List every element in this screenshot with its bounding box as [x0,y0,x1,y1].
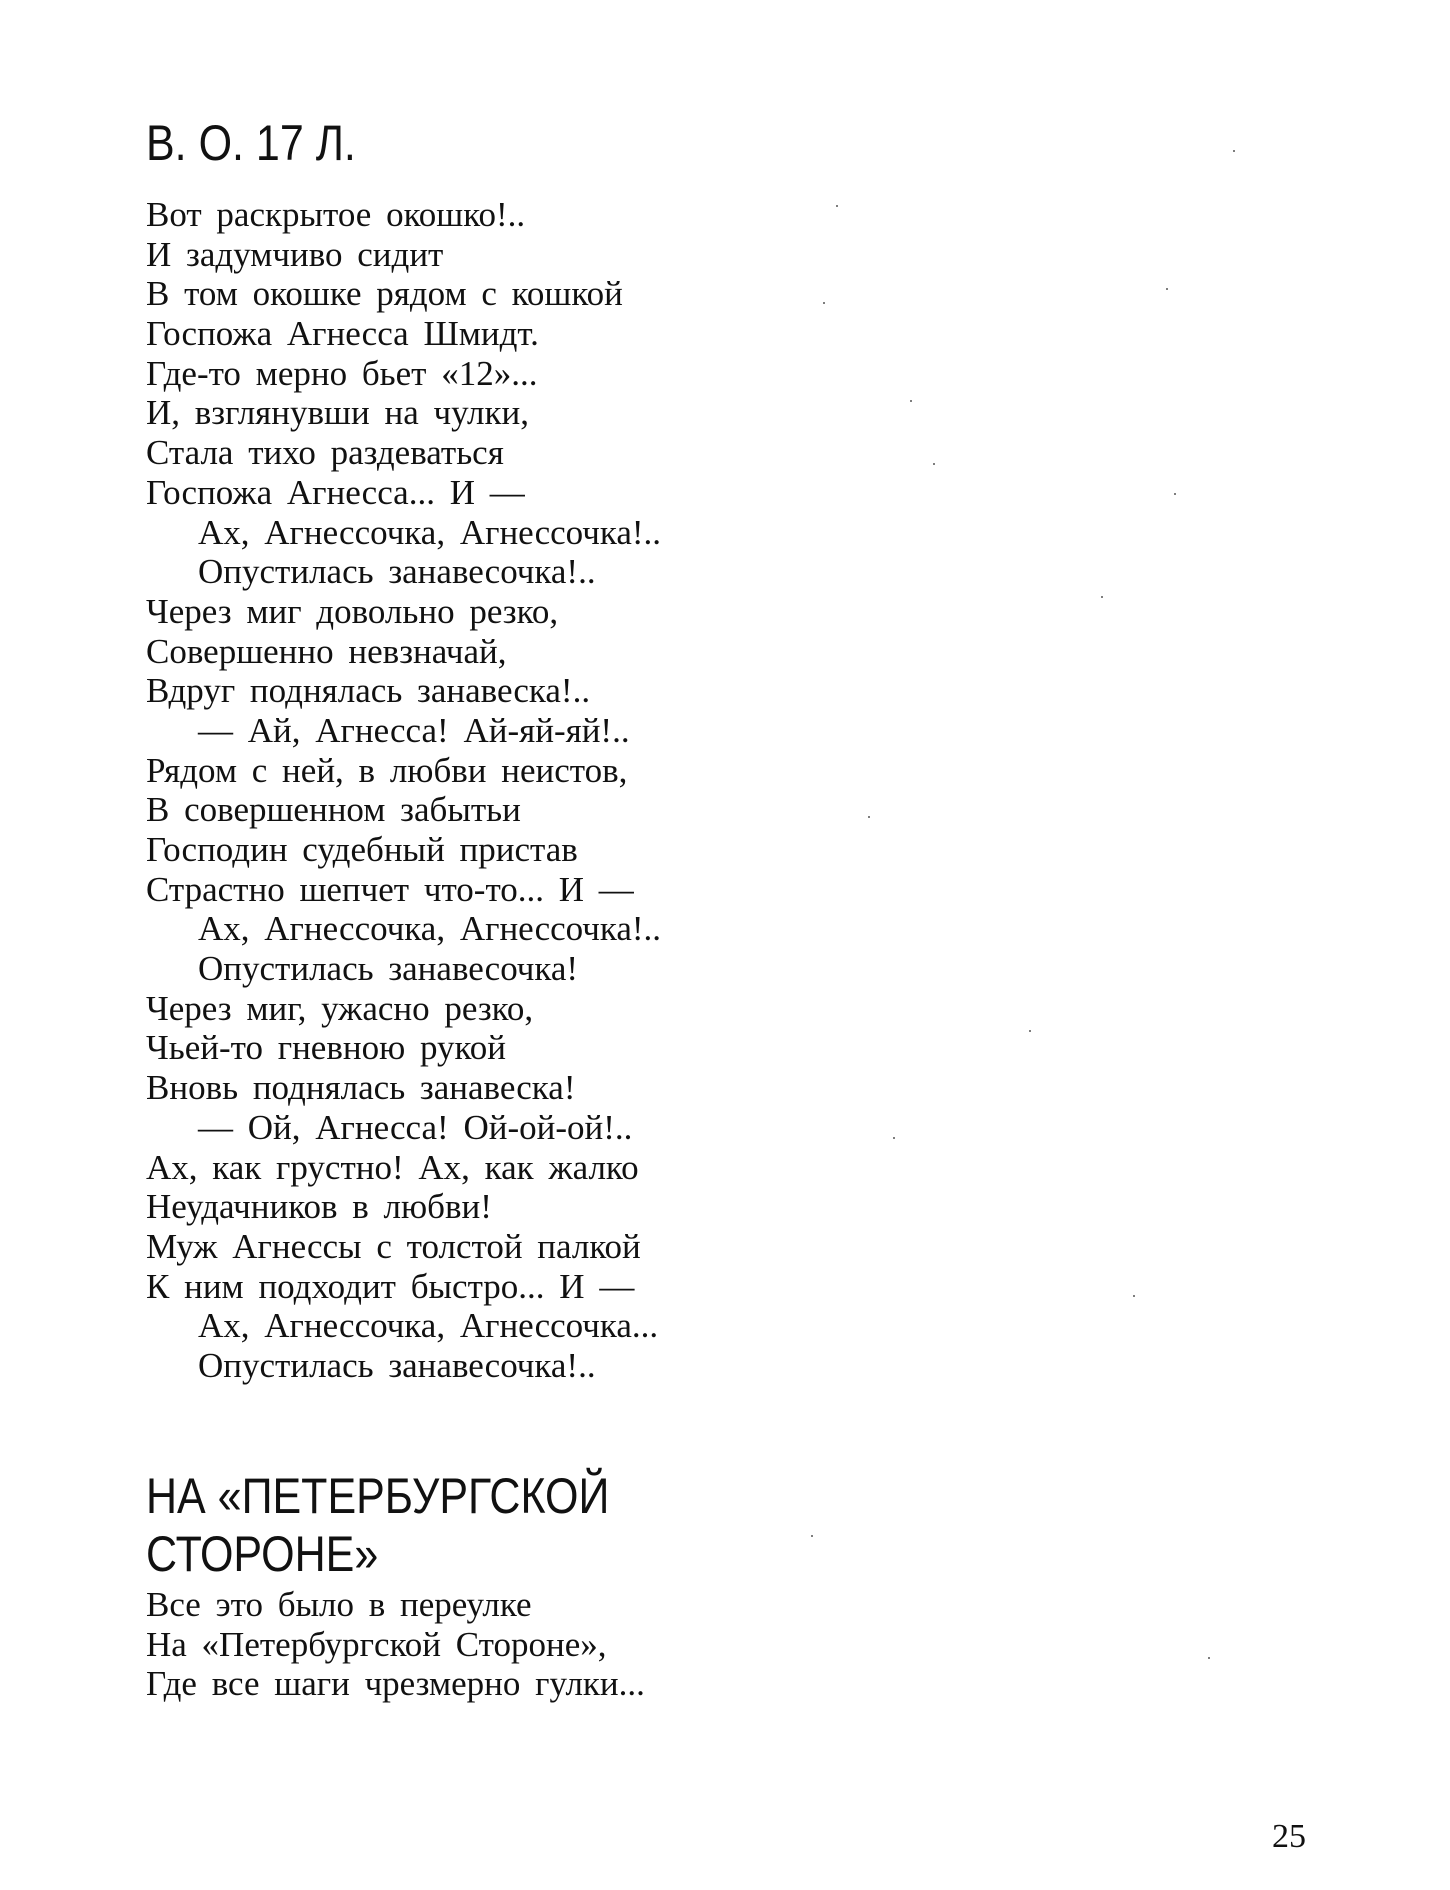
poem-line: И, взглянувши на чулки, [146,393,529,433]
scan-speck [910,400,912,402]
poem-line: Ах, Агнессочка, Агнессочка... [198,1306,659,1346]
poem-line: Опустилась занавесочка! [198,949,579,989]
poem-line: — Ой, Агнесса! Ой-ой-ой!.. [198,1107,633,1147]
poem-body [146,195,661,1386]
poem-title-2-line-2: СТОРОНЕ» [146,1526,379,1582]
poem-line: К ним подходит быстро... И — [146,1266,635,1306]
poem-line: Ах, как грустно! Ах, как жалко [146,1147,639,1187]
poem-title: В. О. 17 Л. [146,115,356,171]
page-number: 25 [1272,1818,1306,1855]
poem-line: Совершенно невзначай, [146,631,507,671]
poem-line: Госпожа Агнесса Шмидт. [146,314,539,354]
poem-line: Неудачников в любви! [146,1187,492,1227]
scan-speck [1133,1295,1135,1297]
poem-line: Стала тихо раздеваться [146,433,504,473]
poem-line: — Ай, Агнесса! Ай-яй-яй!.. [198,710,630,750]
poem-line: И задумчиво сидит [146,234,444,274]
poem-line: Где-то мерно бьет «12»... [146,353,538,393]
scan-speck [1174,493,1176,495]
scan-speck [1101,596,1103,598]
poem-line: Опустилась занавесочка!.. [198,1345,596,1385]
poem-line: Через миг, ужасно резко, [146,988,534,1028]
scan-speck [933,463,935,465]
poem-line: Вдруг поднялась занавеска!.. [146,671,591,711]
scan-speck [823,302,825,304]
scan-speck [868,816,870,818]
poem-line: Страстно шепчет что-то... И — [146,869,634,909]
scan-speck [1029,1030,1031,1032]
poem-line: Госпожа Агнесса... И — [146,472,525,512]
scan-speck [1166,288,1168,290]
poem-line: Ах, Агнессочка, Агнессочка!.. [198,909,662,949]
scan-speck [1208,1657,1210,1659]
poem-title-2-line-1: НА «ПЕТЕРБУРГСКОЙ [146,1468,610,1524]
poem-line: Чьей-то гневною рукой [146,1028,506,1068]
scan-speck [893,1137,895,1139]
poem-line: Господин судебный пристав [146,830,578,869]
poem-line: Все это было в переулке [146,1585,532,1624]
poem-line: Опустилась занавесочка!.. [198,552,596,592]
scan-speck [811,1535,813,1537]
scan-speck [836,205,838,207]
poem-line: В том окошке рядом с кошкой [146,274,623,314]
poem-line: Через миг довольно резко, [146,591,559,631]
poem-line: Муж Агнессы с толстой палкой [146,1226,641,1266]
scan-speck [1233,150,1235,152]
poem-title-2 [146,1467,609,1583]
poem-line: Вновь поднялась занавеска! [146,1068,576,1108]
poem-line: Где все шаги чрезмерно гулки... [146,1664,645,1704]
poem-line: Ах, Агнессочка, Агнессочка!.. [198,512,662,552]
poem-line: На «Петербургской Стороне», [146,1624,607,1664]
poem-line: В совершенном забытьи [146,790,521,830]
poem-body-2 [146,1585,645,1704]
poem-line: Рядом с ней, в любви неистов, [146,750,628,790]
poem-line: Вот раскрытое окошко!.. [146,195,526,234]
